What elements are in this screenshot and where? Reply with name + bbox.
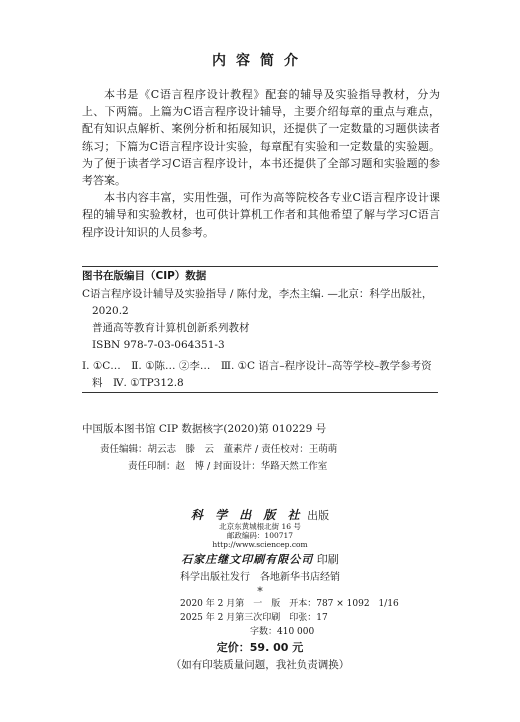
publisher-address: 北京东黄城根北街 16 号 [219,522,301,531]
cip-title-line: C语言程序设计辅导及实验指导 / 陈付龙，李杰主编. —北京：科学出版社，2020.2 [82,288,433,317]
publisher-name: 科 学 出 版 社 [190,508,304,522]
cip-isbn: ISBN 978-7-03-064351-3 [92,339,225,351]
distribution-line: 科学出版社发行 各地新华书店经销 [180,572,340,583]
price: 定价：59. 00 元 [216,641,304,654]
printing-info: 2025 年 2 月第三次印刷 印张：17 [180,613,328,623]
cip-note: 中国版本图书馆 CIP 数据核字(2020)第 010229 号 [82,423,327,435]
publisher-suffix: 出版 [307,509,330,522]
cip-block [82,266,438,393]
publisher-website: http://www.sciencep.com [212,540,308,549]
printer-line [0,551,520,567]
separator-star: * [257,585,263,598]
staff-production: 责任印制：赵 博 / 封面设计：华路天然工作室 [128,461,328,472]
printer-suffix: 印刷 [316,553,339,566]
publisher-line [0,506,520,523]
quality-notice: （如有印装质量问题，我社负责调换） [170,659,350,671]
printer-name: 石家庄继文印刷有限公司 [181,553,314,566]
page-title: 内容简介 [212,53,308,69]
staff-editors: 责任编辑：胡云志 滕 云 董素芹 / 责任校对：王萌萌 [100,444,338,455]
intro-paragraph-1: 本书是《C语言程序设计教程》配套的辅导及实验指导教材，分为上、下两篇。上篇为C语言程序设计辅导，主要介绍每章的重点与难点，配有知识点解析、案例分析和拓展知识，还提供了一定数量的习题供读者练习；下篇为C语言程序设计实验，每章配有实验和一定数量的实验题。为了便于读者学习C语言程序设计，本书还提供了全部习题和实验题的参考答案。 [82,88,440,188]
intro-paragraph-2: 本书内容丰富，实用性强，可作为高等院校各专业C语言程序设计课程的辅导和实验教材，也可供计算机工作者和其他希望了解与学习C语言程序设计知识的人员参考。 [82,191,440,239]
publisher-postcode: 邮政编码：100717 [226,531,294,540]
cip-series: 普通高等教育计算机创新系列教材 [92,322,250,334]
cip-title: 图书在版编目（CIP）数据 [82,270,207,282]
edition-info: 2020 年 2 月第 一 版 开本：787 × 1092 1/16 [180,599,399,609]
intro-body [82,86,440,241]
cip-classification: Ⅰ. ①C… Ⅱ. ①陈… ②李… Ⅲ. ①C 语言–程序设计–高等学校–教学参考资料 Ⅳ. ①TP312.8 [82,360,432,389]
word-count: 字数：410 000 [250,627,315,637]
